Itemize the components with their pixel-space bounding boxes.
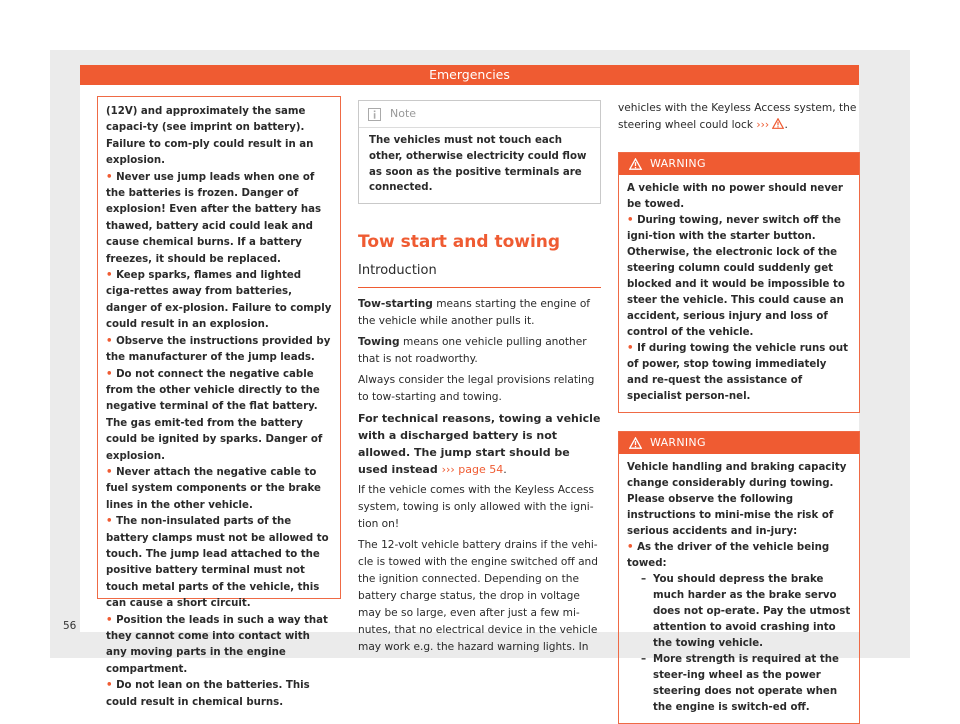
right-column (618, 100, 860, 724)
bullet-icon: • (627, 343, 638, 354)
warning-label: WARNING (650, 156, 706, 170)
bullet-icon: • (106, 680, 117, 692)
paragraph: If the vehicle comes with the Keyless Access system, towing is only allowed with the igni-tion on! (358, 484, 595, 530)
bullet-icon: • (106, 466, 117, 478)
warning-header (619, 153, 859, 175)
note-text: The vehicles must not touch each other, otherwise electricity could flow as soon as the positive terminals are connected. (369, 135, 587, 194)
paragraph: For technical reasons, towing a vehicle with a discharged battery is not allowed. The jump start should be used instead ››› page 54. (358, 412, 601, 476)
list-item: • Keep sparks, flames and lighted ciga-rettes away from batteries, danger of ex-plosion. Failure to comply could result in an explosion. (106, 270, 332, 331)
bullet-icon: • (106, 614, 117, 626)
paragraph: Towing means one vehicle pulling another that is not roadworthy. (358, 336, 587, 365)
warning-body (619, 175, 859, 412)
note-header (359, 101, 600, 128)
dash-icon: – (641, 574, 647, 585)
note-box (358, 100, 601, 204)
page-number: 56 (63, 620, 77, 632)
warning-label: WARNING (650, 435, 706, 449)
paragraph: vehicles with the Keyless Access system, the steering wheel could lock ››› . (618, 102, 857, 131)
subsection-title: Introduction (358, 263, 601, 288)
warning-triangle-icon (772, 118, 784, 129)
list-item: • Never attach the negative cable to fuel system components or the brake lines in the other vehicle. (106, 466, 321, 511)
bullet-icon: • (627, 215, 638, 226)
section-title: Tow start and towing (358, 232, 561, 253)
warning-reference-link[interactable]: ››› (756, 119, 770, 131)
bullet-icon: • (106, 171, 117, 183)
warning-intro-text: (12V) and approximately the same capaci-ty (see imprint on battery). Failure to com-ply could result in an explosion. (106, 106, 314, 167)
page-reference-link[interactable]: ››› page 54 (441, 463, 504, 476)
bullet-icon: • (106, 335, 117, 347)
list-item: • Do not lean on the batteries. This could result in chemical burns. (106, 680, 310, 708)
paragraph: Always consider the legal provisions relating to tow-starting and towing. (358, 374, 595, 403)
bullet-icon: • (106, 368, 117, 380)
warning-box (618, 431, 860, 724)
list-item: • Position the leads in such a way that they cannot come into contact with any moving parts in the engine compartment. (106, 614, 328, 675)
list-item: • The non-insulated parts of the battery clamps must not be allowed to touch. The jump lead attached to the positive battery terminal must not touch metal parts of the vehicle, this can cause a short circuit. (106, 516, 329, 610)
body-text (358, 296, 601, 656)
warning-box (618, 152, 860, 413)
list-item: • During towing, never switch off the igni-tion with the starter button. Otherwise, the electronic lock of the steering column could suddenly get blocked and it would be impossible to steer the vehicle. This could cause an accident, serious injury and loss of control of the vehicle. (627, 215, 845, 338)
warning-lead: Vehicle handling and braking capacity change considerably during towing. Please observe the following instructions to mini-mise the risk of serious accidents and in-jury: (627, 462, 847, 537)
bullet-icon: • (627, 542, 638, 553)
chapter-header (80, 65, 859, 85)
list-item: – More strength is required at the steer-ing wheel as the power steering does not operate when the engine is switch-ed off. (627, 652, 851, 716)
list-item: • As the driver of the vehicle being towed: (627, 542, 830, 569)
dash-icon: – (641, 654, 647, 665)
list-item: • If during towing the vehicle runs out of power, stop towing immediately and re-quest the assistance of specialist person-nel. (627, 343, 848, 402)
info-icon (368, 108, 381, 121)
list-item: • Never use jump leads when one of the batteries is frozen. Danger of explosion! Even after the battery has thawed, battery acid could leak and cause chemical burns. If a battery freezes, it should be replaced. (106, 171, 322, 265)
warning-triangle-icon (629, 158, 642, 170)
warning-triangle-icon (629, 437, 642, 449)
list-item: • Do not connect the negative cable from the other vehicle directly to the negative terminal of the flat battery. The gas emit-ted from the battery could be ignited by sparks. Danger of explosion. (106, 368, 323, 462)
bullet-icon: • (106, 516, 117, 528)
list-item: • Observe the instructions provided by the manufacturer of the jump leads. (106, 335, 331, 364)
bullet-icon: • (106, 270, 117, 282)
warning-lead: A vehicle with no power should never be towed. (627, 183, 843, 210)
paragraph: Tow-starting means starting the engine of the vehicle while another pulls it. (358, 298, 591, 327)
middle-column (358, 100, 601, 656)
chapter-title: Emergencies (429, 67, 510, 82)
warning-body (619, 454, 859, 723)
list-item: – You should depress the brake much harder as the brake servo does not op-erate. Pay the utmost attention to avoid crashing into the towing vehicle. (627, 572, 851, 652)
paragraph: The 12-volt vehicle battery drains if the vehi-cle is towed with the engine switched off and the ignition connected. Depending on the battery charge status, the drop in voltage may be so large, even after just a few mi-nutes, that no electrical device in the vehicle may work e.g. the hazard warning lights. In (358, 539, 598, 653)
warning-header (619, 432, 859, 454)
warning-continued-box (97, 96, 341, 708)
note-label: Note (390, 106, 417, 120)
